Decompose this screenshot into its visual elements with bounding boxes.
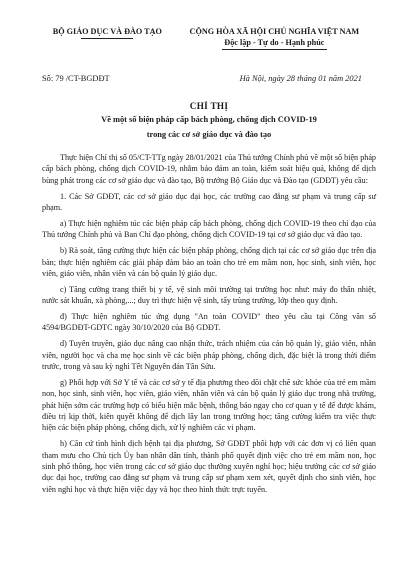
title-block	[42, 101, 376, 140]
nation-name: CỘNG HÒA XÃ HỘI CHỦ NGHĨA VIỆT NAM	[189, 27, 360, 36]
document-header	[42, 26, 376, 50]
item-b-paragraph: b) Rà soát, tăng cường thực hiện các biện pháp phòng, chống dịch tại các cơ sở giáo dục trên địa bàn; thực hiện nghiêm các giải pháp đảm bảo an toàn cho trẻ em mầm non, học sinh, sinh viên, học viên, giáo viên, nhân viên và cán bộ quản lý giáo dục.	[42, 246, 376, 278]
item-c-paragraph: c) Tăng cường trang thiết bị y tế, vệ sinh môi trường tại trường học như: máy đo thân nhiệt, nước sát khuẩn, xà phòng,...; duy trì thực hiện vệ sinh, tẩy trùng trường, lớp theo quy định.	[42, 284, 376, 306]
document-type: CHỈ THỊ	[189, 101, 229, 111]
item-h-paragraph: h) Căn cứ tình hình dịch bệnh tại địa phương, Sở GDĐT phối hợp với các đơn vị có liên quan tham mưu cho Chủ tịch Ủy ban nhân dân tỉnh, thành phố quyết định việc cho trẻ em mầm non, học sinh phổ thông, học viên trong các cơ sở giáo dục thường xuyên nghỉ học; hiệu trưởng các cơ sở giáo dục đại học, trường cao đẳng sư phạm và trung cấp sư phạm xem xét, quyết định cho sinh viên, học viên nghỉ học và thực hiện việc dạy và học theo hình thức trực tuyến.	[42, 439, 376, 494]
subject-line-1: Về một số biện pháp cấp bách phòng, chống dịch COVID-19	[101, 115, 317, 124]
motto-underline	[222, 49, 327, 50]
place-and-date: Hà Nội, ngày 28 tháng 01 năm 2021	[239, 74, 362, 83]
national-heading	[173, 26, 376, 50]
national-motto: Độc lập - Tự do - Hạnh phúc	[224, 38, 325, 47]
document-body	[42, 152, 376, 495]
item-d-paragraph: d) Tuyên truyền, giáo dục nâng cao nhận thức, trách nhiệm của cán bộ quản lý, giáo viên, nhân viên, người học và cha mẹ học sinh về các biện pháp phòng, chống dịch, đặc biệt là trong thời điểm trước, trong và sau kỳ nghỉ Tết Nguyên đán Tân Sửu.	[42, 339, 376, 372]
document-meta	[42, 74, 376, 83]
intro-paragraph: Thực hiện Chỉ thị số 05/CT-TTg ngày 28/01/2021 của Thủ tướng Chính phủ về một số biện pháp cấp bách phòng, chống dịch COVID-19, nhằm bảo đảm an toàn, kiểm soát hiệu quả, không để dịch bùng phát trong các cơ sở giáo dục và đào tạo, Bộ trưởng Bộ Giáo dục và Đào tạo (GDĐT) yêu cầu:	[42, 153, 376, 185]
issuer-block	[42, 26, 173, 39]
document-number: Số: 79 /CT-BGDĐT	[42, 74, 110, 83]
item-g-paragraph: g) Phối hợp với Sở Y tế và các cơ sở y tế địa phương theo dõi chặt chẽ sức khỏe của trẻ em mầm non, học sinh, sinh viên, học viên, giáo viên, nhân viên và cán bộ quản lý giáo dục trong nhà trường, phát hiện sớm các trường hợp có biểu hiện mắc bệnh, thông báo ngay cho cơ quan y tế để được khám, điều trị kịp thời, kiên quyết không để dịch lây lan trong trường học; tăng cường kiểm tra việc thực hiện các biện pháp phòng, chống dịch, xử lý nghiêm các vi phạm.	[42, 378, 376, 433]
item-a-paragraph: a) Thực hiện nghiêm túc các biện pháp cấp bách phòng, chống dịch COVID-19 theo chỉ đạo của Thủ tướng Chính phủ và Ban Chỉ đạo phòng, chống dịch COVID-19 tại cơ sở giáo dục và đào tạo.	[42, 218, 376, 240]
section-1-heading: 1. Các Sở GDĐT, các cơ sở giáo dục đại học, các trường cao đẳng sư phạm và trung cấp sư phạm.	[42, 191, 376, 212]
ministry-underline	[81, 38, 133, 39]
item-dd-paragraph: đ) Thực hiện nghiêm túc ứng dụng "An toàn COVID" theo yêu cầu tại Công văn số 4594/BGDĐT-GDTC ngày 30/10/2020 của Bộ GDĐT.	[42, 312, 376, 333]
subject-line-2: trong các cơ sở giáo dục và đào tạo	[146, 129, 272, 139]
ministry-name: BỘ GIÁO DỤC VÀ ĐÀO TẠO	[52, 27, 162, 36]
